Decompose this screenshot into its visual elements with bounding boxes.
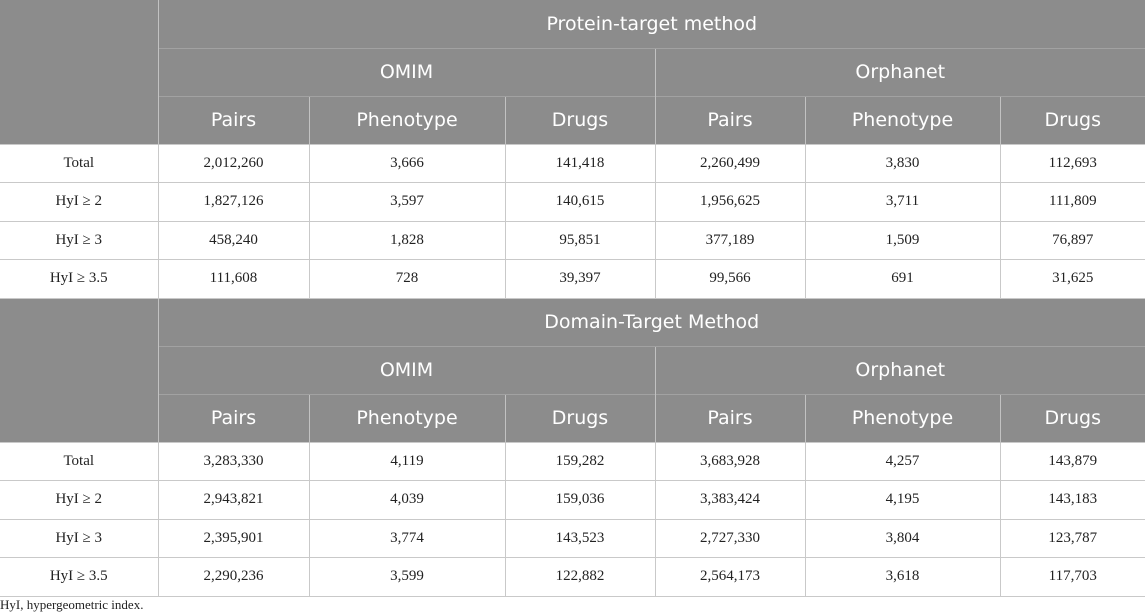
cell-value: 122,882 [505, 558, 655, 597]
cell-value: 4,257 [805, 442, 1000, 481]
column-header-pairs: Pairs [158, 96, 309, 144]
cell-value: 1,828 [309, 221, 505, 260]
cell-value: 4,195 [805, 481, 1000, 520]
cell-value: 3,830 [805, 144, 1000, 183]
cell-value: 3,711 [805, 183, 1000, 222]
method-title: Protein-target method [158, 0, 1145, 48]
protein-target-section [0, 0, 1145, 298]
table-row [0, 221, 1145, 260]
row-label: HyI ≥ 3.5 [0, 260, 158, 299]
column-header-drugs: Drugs [1000, 394, 1145, 442]
table-row [0, 519, 1145, 558]
cell-value: 377,189 [655, 221, 805, 260]
cell-value: 99,566 [655, 260, 805, 299]
row-label: HyI ≥ 2 [0, 183, 158, 222]
cell-value: 39,397 [505, 260, 655, 299]
cell-value: 111,809 [1000, 183, 1145, 222]
cell-value: 3,383,424 [655, 481, 805, 520]
cell-value: 1,956,625 [655, 183, 805, 222]
cell-value: 3,804 [805, 519, 1000, 558]
cell-value: 1,827,126 [158, 183, 309, 222]
table-row [0, 481, 1145, 520]
cell-value: 123,787 [1000, 519, 1145, 558]
cell-value: 691 [805, 260, 1000, 299]
table-row [0, 442, 1145, 481]
cell-value: 143,183 [1000, 481, 1145, 520]
cell-value: 95,851 [505, 221, 655, 260]
cell-value: 143,523 [505, 519, 655, 558]
column-header-phenotype: Phenotype [309, 96, 505, 144]
domain-target-section [0, 298, 1145, 596]
group-orphanet: Orphanet [655, 48, 1145, 96]
cell-value: 159,282 [505, 442, 655, 481]
column-header-phenotype: Phenotype [805, 96, 1000, 144]
row-label: HyI ≥ 3 [0, 221, 158, 260]
column-header-pairs: Pairs [655, 394, 805, 442]
column-header-drugs: Drugs [505, 394, 655, 442]
cell-value: 3,283,330 [158, 442, 309, 481]
cell-value: 4,119 [309, 442, 505, 481]
column-header-phenotype: Phenotype [309, 394, 505, 442]
cell-value: 117,703 [1000, 558, 1145, 597]
column-header-drugs: Drugs [505, 96, 655, 144]
cell-value: 76,897 [1000, 221, 1145, 260]
cell-value: 3,618 [805, 558, 1000, 597]
cell-value: 2,290,236 [158, 558, 309, 597]
group-omim: OMIM [158, 48, 655, 96]
row-label: HyI ≥ 2 [0, 481, 158, 520]
cell-value: 2,727,330 [655, 519, 805, 558]
group-omim: OMIM [158, 346, 655, 394]
column-header-pairs: Pairs [158, 394, 309, 442]
table-footnote: HyI, hypergeometric index. [0, 597, 144, 612]
cell-value: 3,599 [309, 558, 505, 597]
cell-value: 4,039 [309, 481, 505, 520]
table-row [0, 144, 1145, 183]
cell-value: 728 [309, 260, 505, 299]
header-corner [0, 298, 158, 442]
cell-value: 2,012,260 [158, 144, 309, 183]
cell-value: 3,666 [309, 144, 505, 183]
cell-value: 143,879 [1000, 442, 1145, 481]
cell-value: 141,418 [505, 144, 655, 183]
group-orphanet: Orphanet [655, 346, 1145, 394]
row-label: HyI ≥ 3 [0, 519, 158, 558]
cell-value: 2,564,173 [655, 558, 805, 597]
row-label: Total [0, 144, 158, 183]
cell-value: 111,608 [158, 260, 309, 299]
column-header-phenotype: Phenotype [805, 394, 1000, 442]
header-corner [0, 0, 158, 144]
cell-value: 458,240 [158, 221, 309, 260]
cell-value: 31,625 [1000, 260, 1145, 299]
cell-value: 2,943,821 [158, 481, 309, 520]
cell-value: 159,036 [505, 481, 655, 520]
table-row [0, 260, 1145, 299]
cell-value: 3,683,928 [655, 442, 805, 481]
column-header-drugs: Drugs [1000, 96, 1145, 144]
cell-value: 2,395,901 [158, 519, 309, 558]
method-title: Domain-Target Method [158, 298, 1145, 346]
column-header-pairs: Pairs [655, 96, 805, 144]
cell-value: 1,509 [805, 221, 1000, 260]
cell-value: 2,260,499 [655, 144, 805, 183]
cell-value: 112,693 [1000, 144, 1145, 183]
row-label: HyI ≥ 3.5 [0, 558, 158, 597]
cell-value: 3,597 [309, 183, 505, 222]
cell-value: 3,774 [309, 519, 505, 558]
cell-value: 140,615 [505, 183, 655, 222]
table-row [0, 558, 1145, 597]
row-label: Total [0, 442, 158, 481]
table-row [0, 183, 1145, 222]
